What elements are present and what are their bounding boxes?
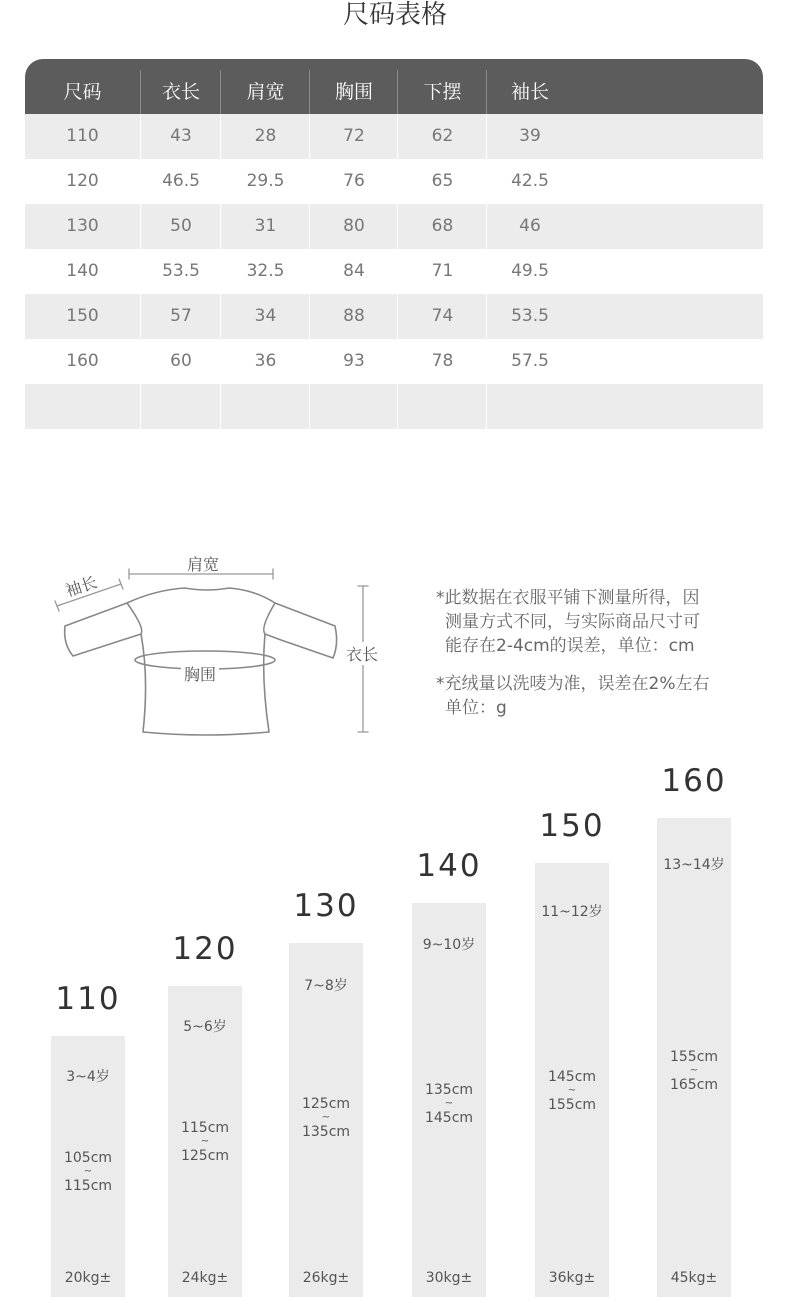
age-range: 11~12岁 [541,904,603,920]
header-sleeve: 袖长 [486,70,763,114]
cell-sleeve [486,384,573,429]
cell-hem: 78 [397,339,487,384]
cell-chest [309,384,398,429]
table-row [25,204,763,249]
size-bar [657,818,731,1297]
note-line: 能存在2-4cm的误差，单位：cm [445,636,695,656]
height-to: 115cm [63,1178,113,1194]
weight-value: 26kg± [302,1270,350,1286]
cell-shoulder: 32.5 [220,249,310,294]
header-shoulder: 肩宽 [220,70,310,114]
cell-sleeve: 57.5 [486,339,573,384]
cell-sleeve: 53.5 [486,294,573,339]
height-to: 125cm [180,1148,230,1164]
size-bar [289,943,363,1297]
tilde-glyph: ~ [689,1065,699,1076]
garment-diagram [45,548,395,743]
cell-length: 46.5 [140,159,221,204]
cell-chest: 93 [309,339,398,384]
size-label: 150 [539,808,605,844]
chest-label: 胸围 [181,662,219,685]
height-range [412,1081,486,1127]
cell-hem: 71 [397,249,487,294]
cell-sleeve: 49.5 [486,249,573,294]
size-label: 120 [172,931,238,967]
page-title: 尺码表格 [342,0,447,30]
note-line: 测量方式不同，与实际商品尺寸可 [445,612,700,632]
height-range [51,1149,125,1195]
table-header-row [25,59,763,114]
cell-length: 43 [140,114,221,159]
header-length: 衣长 [140,70,221,114]
note-line: *此数据在衣服平铺下测量所得，因 [436,588,700,608]
garment-outline-icon [45,548,395,743]
size-label: 130 [293,888,359,924]
cell-hem: 62 [397,114,487,159]
sleeve-label: 袖长 [63,572,100,601]
cell-size: 120 [66,171,99,191]
cell-shoulder: 29.5 [220,159,310,204]
height-range [657,1048,731,1094]
cell-length: 57 [140,294,221,339]
age-range: 5~6岁 [183,1019,227,1035]
fill-note [436,672,709,720]
cell-hem: 68 [397,204,487,249]
cell-hem: 65 [397,159,487,204]
age-range: 3~4岁 [66,1069,110,1085]
height-from: 145cm [547,1069,597,1085]
age-range: 7~8岁 [304,978,348,994]
size-bar [535,863,609,1297]
height-range [535,1068,609,1114]
cell-size: 160 [66,351,99,371]
tilde-glyph: ~ [321,1112,331,1123]
cell-sleeve: 46 [486,204,573,249]
table-row [25,249,763,294]
height-from: 155cm [669,1049,719,1065]
size-label: 110 [55,981,121,1017]
cell-chest: 76 [309,159,398,204]
cell-chest: 80 [309,204,398,249]
cell-size [25,384,140,429]
cell-sleeve: 39 [486,114,573,159]
cell-chest: 84 [309,249,398,294]
tilde-glyph: ~ [200,1136,210,1147]
age-range: 13~14岁 [663,857,725,873]
shoulder-label: 肩宽 [187,555,220,574]
header-hem: 下摆 [397,70,487,114]
height-to: 135cm [301,1124,351,1140]
length-label: 衣长 [346,642,378,665]
measurement-note [436,586,700,658]
table-row [25,114,763,159]
cell-chest: 88 [309,294,398,339]
table-body [25,114,763,429]
cell-size: 140 [66,261,99,281]
cell-hem [397,384,487,429]
size-label: 160 [661,763,727,799]
table-row [25,339,763,384]
weight-value: 24kg± [181,1270,229,1286]
height-to: 145cm [424,1110,474,1126]
age-range: 9~10岁 [422,937,476,953]
note-line: *充绒量以洗唛为准，误差在2%左右 [436,674,710,694]
weight-value: 20kg± [64,1270,112,1286]
weight-value: 45kg± [670,1270,718,1286]
tilde-glyph: ~ [567,1085,577,1096]
cell-shoulder: 34 [220,294,310,339]
weight-value: 30kg± [425,1270,473,1286]
table-row [25,294,763,339]
size-bar [412,903,486,1297]
height-from: 115cm [180,1120,230,1136]
size-bar [51,1036,125,1297]
note-line: 单位：g [445,698,507,718]
cell-shoulder: 36 [220,339,310,384]
height-from: 125cm [301,1096,351,1112]
table-row [25,159,763,204]
height-to: 155cm [547,1097,597,1113]
size-table [25,59,763,429]
height-range [168,1119,242,1165]
size-bar [168,986,242,1297]
height-range [289,1095,363,1141]
height-from: 105cm [63,1150,113,1166]
cell-sleeve: 42.5 [486,159,573,204]
cell-size: 110 [66,126,99,146]
height-to: 165cm [669,1077,719,1093]
cell-hem: 74 [397,294,487,339]
cell-shoulder: 31 [220,204,310,249]
tilde-glyph: ~ [444,1098,454,1109]
cell-chest: 72 [309,114,398,159]
cell-length: 53.5 [140,249,221,294]
cell-length: 60 [140,339,221,384]
tilde-glyph: ~ [83,1166,93,1177]
cell-length [140,384,221,429]
header-size: 尺码 [63,81,102,103]
header-chest: 胸围 [309,70,398,114]
cell-size: 150 [66,306,99,326]
cell-shoulder [220,384,310,429]
cell-shoulder: 28 [220,114,310,159]
cell-length: 50 [140,204,221,249]
cell-size: 130 [66,216,99,236]
height-from: 135cm [424,1082,474,1098]
table-row [25,384,763,429]
weight-value: 36kg± [548,1270,596,1286]
size-label: 140 [416,848,482,884]
